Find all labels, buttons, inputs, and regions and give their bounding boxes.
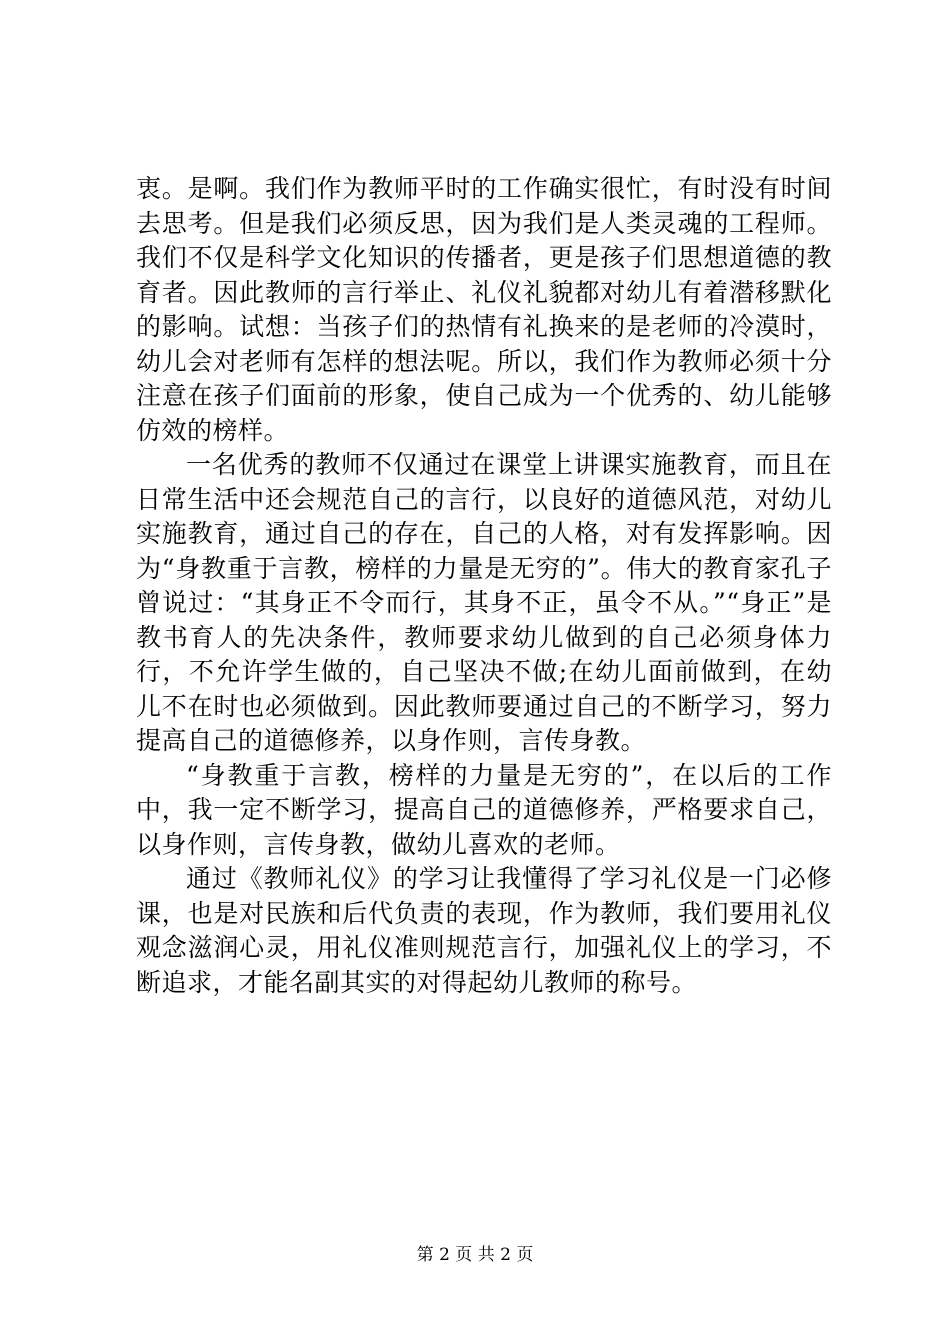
- paragraph-commitment: “身教重于言教，榜样的力量是无穷的”，在以后的工作中，我一定不断学习，提高自己的道德修养，严格要求自己，以身作则，言传身教，做幼儿喜欢的老师。: [136, 760, 832, 859]
- paragraph-conclusion: 通过《教师礼仪》的学习让我懂得了学习礼仪是一门必修课，也是对民族和后代负责的表现，作为教师，我们要用礼仪观念滋润心灵，用礼仪准则规范言行，加强礼仪上的学习，不断追求，才能名副其实的对得起幼儿教师的称号。: [136, 864, 832, 997]
- paragraph-role-model: 一名优秀的教师不仅通过在课堂上讲课实施教育，而且在日常生活中还会规范自己的言行，以良好的道德风范，对幼儿实施教育，通过自己的存在，自己的人格，对有发挥影响。因为“身教重于言教，榜样的力量是无穷的”。伟大的教育家孔子曾说过：“其身正不令而行，其身不正，虽令不从。”“身正”是教书育人的先决条件，教师要求幼儿做到的自己必须身体力行，不允许学生做的，自己坚决不做;在幼儿面前做到，在幼儿不在时也必须做到。因此教师要通过自己的不断学习，努力提高自己的道德修养，以身作则，言传身教。: [136, 450, 832, 755]
- paragraph-continuation: 衷。是啊。我们作为教师平时的工作确实很忙，有时没有时间去思考。但是我们必须反思，因为我们是人类灵魂的工程师。我们不仅是科学文化知识的传播者，更是孩子们思想道德的教育者。因此教师的言行举止、礼仪礼貌都对幼儿有着潜移默化的影响。试想：当孩子们的热情有礼换来的是老师的冷漠时，幼儿会对老师有怎样的想法呢。所以，我们作为教师必须十分注意在孩子们面前的形象，使自己成为一个优秀的、幼儿能够仿效的榜样。: [136, 174, 832, 445]
- document-body: [136, 172, 832, 1000]
- page-number-footer: 第 2 页 共 2 页: [416, 1245, 534, 1265]
